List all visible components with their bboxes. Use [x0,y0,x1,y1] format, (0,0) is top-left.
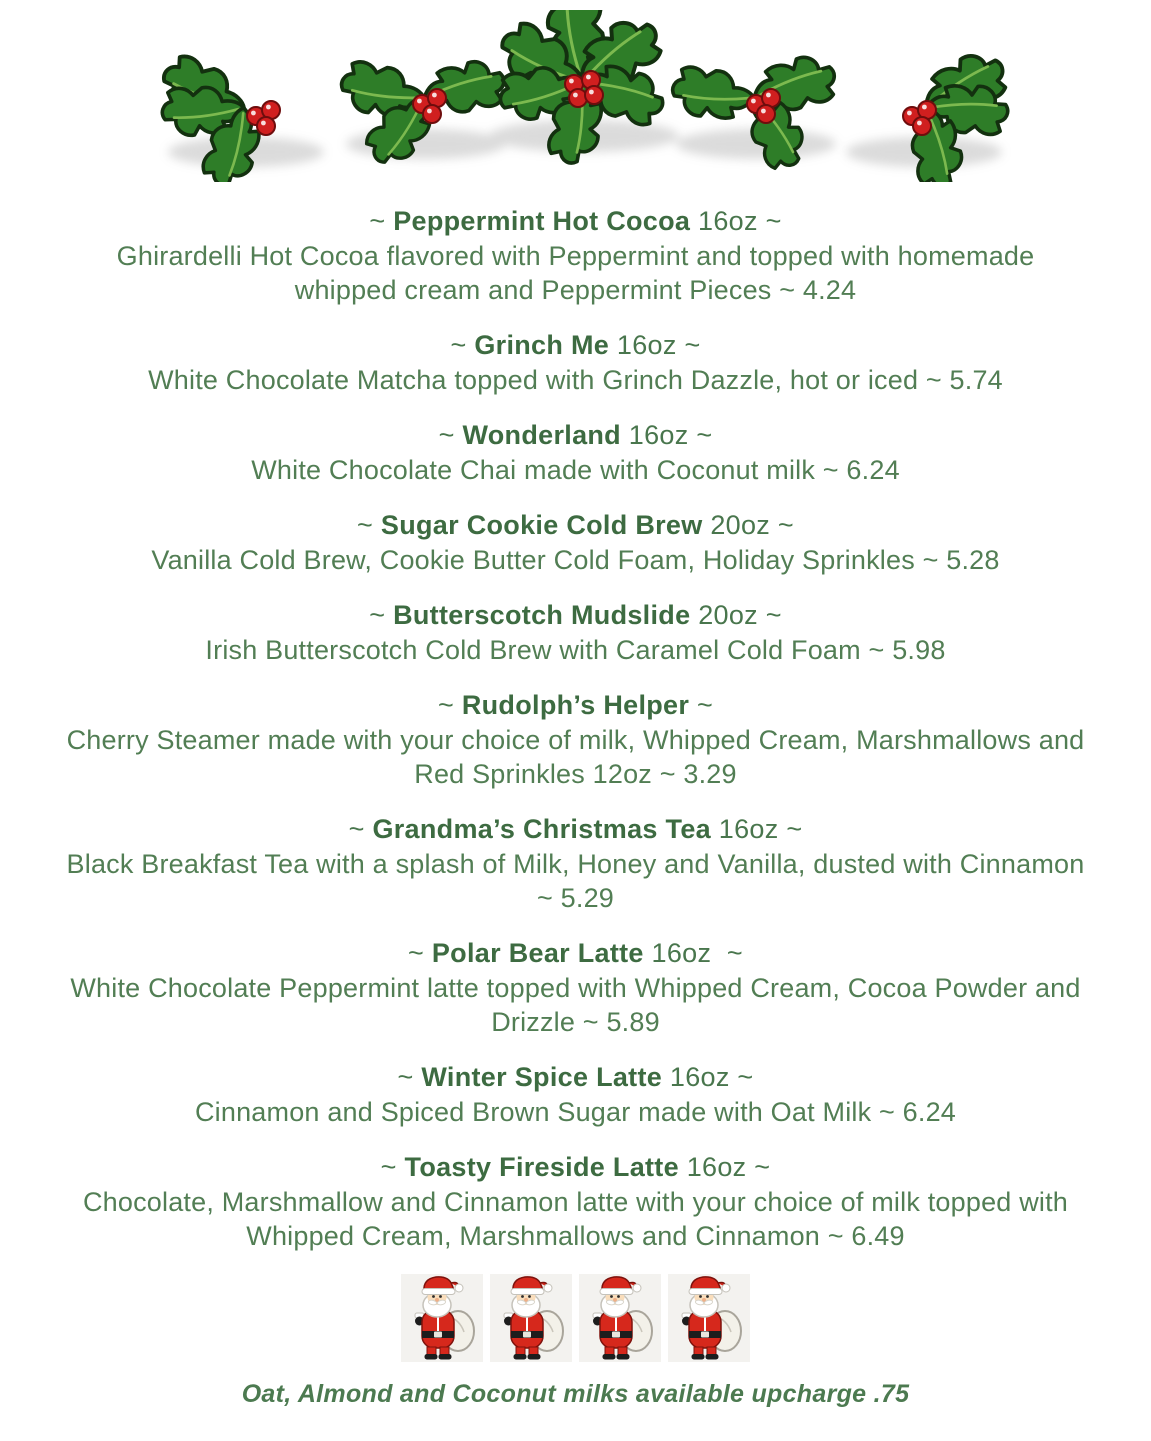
item-description: White Chocolate Peppermint latte topped with Whipped Cream, Cocoa Powder and Drizzle ~ 5.89 [70,973,1081,1037]
item-name: Winter Spice Latte [421,1062,663,1092]
item-name: Grandma’s Christmas Tea [372,814,711,844]
item-name: Grinch Me [474,330,610,360]
title-tilde: ~ [438,420,463,450]
title-tilde: ~ [408,938,432,968]
item-title [66,812,1086,846]
item-name: Butterscotch Mudslide [393,600,691,630]
item-description: Cherry Steamer made with your choice of milk, Whipped Cream, Marshmallows and Red Sprinkles 12oz ~ 3.29 [66,725,1085,789]
menu-item-grinch-me [66,328,1086,397]
title-tilde: ~ [437,690,462,720]
item-description: Vanilla Cold Brew, Cookie Butter Cold Foam, Holiday Sprinkles ~ 5.28 [151,545,1000,575]
item-description: White Chocolate Matcha topped with Grinch Dazzle, hot or iced ~ 5.74 [148,365,1003,395]
menu-item-peppermint-hot-cocoa [66,204,1086,307]
santa-icon [490,1274,572,1362]
title-tilde: ~ [380,1152,405,1182]
item-size: 16oz ~ [609,330,701,360]
milk-upcharge-note: Oat, Almond and Coconut milks available upcharge .75 [241,1380,910,1408]
item-title [66,508,1086,542]
menu-item-grandmas-christmas-tea [66,812,1086,915]
item-size: 20oz ~ [702,510,794,540]
item-title [66,936,1086,970]
item-name: Wonderland [462,420,621,450]
menu-item-winter-spice-latte [66,1060,1086,1129]
item-name: Polar Bear Latte [431,938,644,968]
item-title [66,598,1086,632]
item-title [66,688,1086,722]
title-tilde: ~ [397,1062,422,1092]
item-title [66,1060,1086,1094]
title-tilde: ~ [369,600,394,630]
item-title [66,204,1086,238]
item-name: Toasty Fireside Latte [404,1152,679,1182]
title-tilde: ~ [450,330,475,360]
holly-garland-icon [0,0,1151,182]
title-tilde: ~ [357,510,381,540]
item-size: 16oz ~ [710,814,803,844]
santa-icon [579,1274,661,1362]
item-title [66,328,1086,362]
menu-list [66,204,1086,1253]
item-size: ~ [689,690,714,720]
item-title [66,1150,1086,1184]
item-title [66,418,1086,452]
santa-row [0,1274,1151,1362]
item-name: Rudolph’s Helper [461,690,690,720]
item-description: Irish Butterscotch Cold Brew with Caramel Cold Foam ~ 5.98 [205,635,946,665]
item-description: Black Breakfast Tea with a splash of Milk, Honey and Vanilla, dusted with Cinnamon ~ 5.29 [66,849,1085,913]
item-size: 20oz ~ [690,600,782,630]
menu-item-butterscotch-mudslide [66,598,1086,667]
item-size: 16oz ~ [678,1152,771,1182]
item-size: 16oz ~ [643,938,743,968]
menu-item-polar-bear-latte [66,936,1086,1039]
item-size: 16oz ~ [662,1062,754,1092]
item-description: Cinnamon and Spiced Brown Sugar made with Oat Milk ~ 6.24 [194,1097,957,1127]
menu-item-wonderland [66,418,1086,487]
menu-item-sugar-cookie-cold-brew [66,508,1086,577]
item-description: Ghirardelli Hot Cocoa flavored with Peppermint and topped with homemade whipped cream and Peppermint Pieces ~ 4.24 [116,241,1035,305]
santa-icon [668,1274,750,1362]
menu-item-rudolphs-helper [66,688,1086,791]
item-name: Peppermint Hot Cocoa [393,206,691,236]
item-description: Chocolate, Marshmallow and Cinnamon latte with your choice of milk topped with Whipped Cream, Marshmallows and Cinnamon ~ 6.49 [82,1187,1069,1251]
item-description: White Chocolate Chai made with Coconut milk ~ 6.24 [251,455,900,485]
item-size: 16oz ~ [620,420,713,450]
item-name: Sugar Cookie Cold Brew [380,510,703,540]
title-tilde: ~ [348,814,373,844]
menu-item-toasty-fireside-latte [66,1150,1086,1253]
santa-icon [401,1274,483,1362]
item-size: 16oz ~ [690,206,782,236]
title-tilde: ~ [369,206,394,236]
